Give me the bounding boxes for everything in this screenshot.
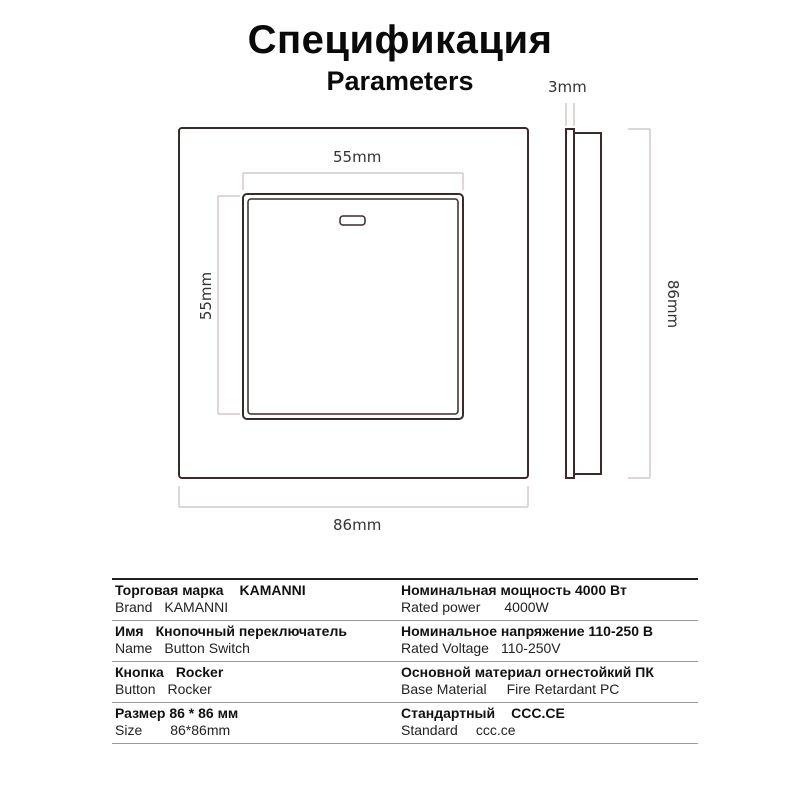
spec-en-label: Name xyxy=(115,640,153,656)
rocker-button-inner xyxy=(248,199,458,414)
spec-cell-name xyxy=(112,621,398,662)
page-subtitle: Parameters xyxy=(326,66,474,96)
spec-cell-base-material xyxy=(398,662,698,703)
spec-ru-label: Номинальное напряжение xyxy=(401,623,585,639)
spec-cell-rated-power xyxy=(398,579,698,621)
dimension-line-button-width xyxy=(243,173,463,190)
spec-en-value: KAMANNI xyxy=(164,599,229,615)
spec-ru-label: Кнопка xyxy=(115,664,164,680)
panel-width-label: 86mm xyxy=(333,516,382,534)
dimension-line-thickness xyxy=(566,103,574,126)
spec-cell-rated-voltage xyxy=(398,621,698,662)
dimension-line-button-height xyxy=(218,196,240,414)
spec-ru-value: KAMANNI xyxy=(239,582,306,598)
spec-en-value: ccc.ce xyxy=(475,722,516,738)
spec-ru-label: Стандартный xyxy=(401,705,496,721)
rocker-button-outer xyxy=(243,194,463,419)
side-profile-back xyxy=(566,129,574,478)
spec-row xyxy=(112,703,698,744)
thickness-label: 3mm xyxy=(548,78,587,96)
spec-row xyxy=(112,579,698,621)
spec-ru-label: Размер xyxy=(115,705,166,721)
front-panel-outline xyxy=(179,128,528,478)
spec-en-label: Base Material xyxy=(401,681,487,697)
spec-ru-label: Номинальная мощность xyxy=(401,582,572,598)
spec-ru-value: 110-250 В xyxy=(588,623,653,639)
spec-en-value: Fire Retardant PC xyxy=(506,681,620,697)
spec-ru-value: 4000 Вт xyxy=(574,582,627,598)
spec-en-value: 86*86mm xyxy=(170,722,231,738)
panel-height-label: 86mm xyxy=(664,279,682,329)
spec-en-label: Standard xyxy=(401,722,458,738)
side-profile-front xyxy=(574,133,601,474)
spec-en-value: Button Switch xyxy=(164,640,250,656)
spec-en-value: Rocker xyxy=(167,681,212,697)
spec-row xyxy=(112,621,698,662)
spec-ru-value: 86 * 86 мм xyxy=(169,705,239,721)
spec-cell-brand xyxy=(112,579,398,621)
spec-en-label: Brand xyxy=(115,599,153,615)
spec-en-label: Size xyxy=(115,722,143,738)
spec-en-label: Button xyxy=(115,681,156,697)
page-title: Спецификация xyxy=(247,18,553,62)
spec-en-label: Rated power xyxy=(401,599,481,615)
button-width-label: 55mm xyxy=(333,148,382,166)
specifications-table xyxy=(112,578,698,744)
button-height-label: 55mm xyxy=(197,271,215,321)
spec-cell-standard xyxy=(398,703,698,744)
spec-ru-label: Торговая марка xyxy=(115,582,224,598)
indicator-light xyxy=(340,216,365,225)
spec-en-value: 110-250V xyxy=(500,640,561,656)
spec-cell-button xyxy=(112,662,398,703)
spec-en-value: 4000W xyxy=(504,599,549,615)
spec-en-label: Rated Voltage xyxy=(401,640,489,656)
spec-row xyxy=(112,662,698,703)
spec-ru-value: огнестойкий ПК xyxy=(545,664,654,680)
dimension-line-panel-width xyxy=(179,486,528,507)
spec-ru-value: Rocker xyxy=(175,664,224,680)
dimension-line-panel-height xyxy=(628,129,650,478)
spec-ru-value: CCC.CE xyxy=(511,705,565,721)
spec-ru-value: Кнопочный переключатель xyxy=(155,623,347,639)
spec-cell-size xyxy=(112,703,398,744)
spec-ru-label: Имя xyxy=(115,623,144,639)
spec-ru-label: Основной материал xyxy=(401,664,542,680)
